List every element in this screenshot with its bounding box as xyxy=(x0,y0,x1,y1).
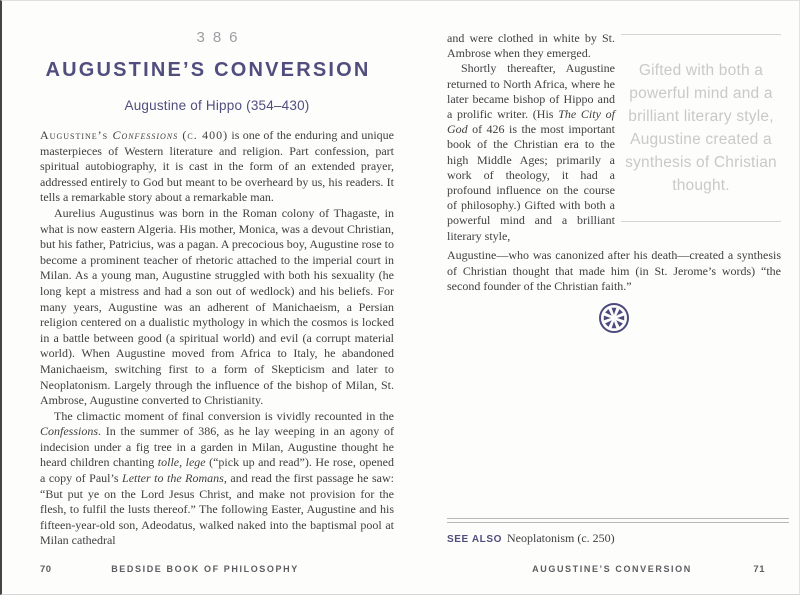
running-footer xyxy=(40,564,370,578)
paragraph: and were clothed in white by St. Ambrose when they emerged. xyxy=(447,31,615,61)
running-footer xyxy=(447,564,777,578)
left-body-column xyxy=(40,128,394,549)
see-also-text xyxy=(447,531,789,546)
pull-quote xyxy=(621,34,781,222)
paragraph: The climactic moment of final conversion is vividly recounted in the Confessions. In the summer of 386, as he lay weeping in an agony of indecision under a fig tree in a garden in Milan, Augustine thought he heard children chanting tolle, lege (“pick up and read”). He rose, opened a copy of Paul’s Letter to the Romans, and read the first passage he saw: “But put ye on the Lord Jesus Christ, and make not provision for the flesh, to fulfil the lusts thereof.” The following Easter, Augustine and his fifteen-year-old son, Adeodatus, walked naked into the baptismal pool at Milan cathedral xyxy=(40,408,394,548)
double-rule xyxy=(447,518,789,523)
page-number: 70 xyxy=(40,564,52,575)
section-end-ornament xyxy=(447,301,781,340)
rosette-ornament-icon xyxy=(597,322,631,339)
paragraph: Augustine’s Confessions (c. 400) is one of the enduring and unique masterpieces of Western literature and religion. Part confession, part spiritual autobiography, it is cast in the form of an extended prayer, addressed entirely to God but meant to be overheard by us, his readers. It tells a remarkable story about a remarkable man. xyxy=(40,128,394,205)
paragraph: Shortly thereafter, Augustine returned to North Africa, where he later became bishop of Hippo and a prolific writer. (His The City of God of 426 is the most important book of the Christian era to the high Middle Ages; primarily a work of theology, it had a profound influence on the course of philosophy.) Gifted with both a powerful mind and a brilliant literary style, xyxy=(447,61,615,243)
right-page xyxy=(402,1,800,595)
page-number: 71 xyxy=(753,564,765,575)
paragraph: Augustine—who was canonized after his death—created a synthesis of Christian thought that made him (in St. Jerome’s words) “the second founder of the Christian faith.” xyxy=(447,248,781,294)
see-also-reference: Neoplatonism (c. 250) xyxy=(507,531,615,545)
see-also-label: SEE ALSO xyxy=(447,534,502,545)
see-also-block xyxy=(447,518,789,546)
chapter-title: AUGUSTINE’S CONVERSION xyxy=(45,59,371,81)
pull-quote-text: Gifted with both a powerful mind and a brilliant literary style, Augustine created a synthesis of Christian thought. xyxy=(625,62,777,194)
chapter-subtitle: Augustine of Hippo (354–430) xyxy=(124,98,310,113)
left-page xyxy=(2,1,402,595)
running-title: BEDSIDE BOOK OF PHILOSOPHY xyxy=(111,564,299,574)
paragraph: Aurelius Augustinus was born in the Roman colony of Thagaste, in what is now eastern Algeria. His mother, Monica, was a devout Christian, but his father, Patricius, was a pagan. A precocious boy, Augustine rose to become a prominent teacher of rhetoric attached to the imperial court in Milan. As a young man, Augustine struggled with both his sexuality (he long kept a mistress and had a son out of wedlock) and his beliefs. For many years, Augustine was an adherent of Manichaeism, a Persian religion centered on a dualistic mythology in which the cosmos is locked in a battle between good (a spiritual world) and evil (a corrupt material world). When Augustine moved from Africa to Italy, he abandoned Manichaeism, switching first to a form of Skepticism and later to Neoplatonism. Largely through the influence of the bishop of Milan, St. Ambrose, Augustine converted to Christianity. xyxy=(40,205,395,408)
right-narrow-column xyxy=(447,31,615,244)
chapter-year: 386 xyxy=(196,29,246,46)
running-title: AUGUSTINE’S CONVERSION xyxy=(532,564,692,574)
